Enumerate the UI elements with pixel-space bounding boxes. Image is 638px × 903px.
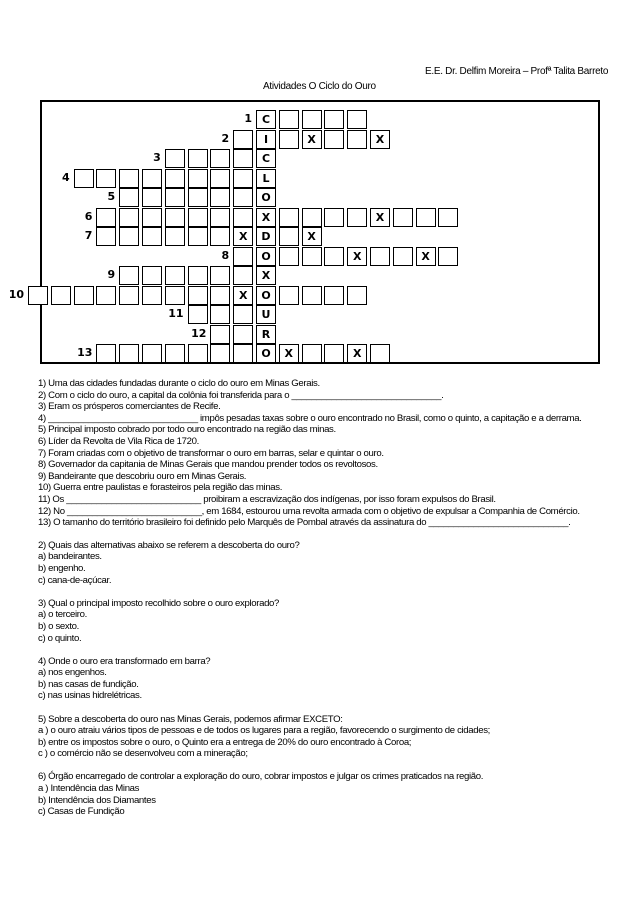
crossword-key-cell[interactable]: C xyxy=(256,110,276,129)
crossword-cell[interactable] xyxy=(165,149,185,168)
clue-line: 13) O tamanho do território brasileiro foi definido pelo Marquês de Pombal através da assinatura do ____________________________. xyxy=(38,517,571,529)
crossword-cell[interactable] xyxy=(210,286,230,305)
crossword-cell[interactable] xyxy=(96,169,116,188)
crossword-cell[interactable] xyxy=(279,130,299,149)
question-option: b) nas casas de fundição. xyxy=(38,678,139,690)
crossword-cell[interactable] xyxy=(210,325,230,344)
clue-number: 8 xyxy=(221,248,230,262)
crossword-frame xyxy=(8,100,600,364)
question-prompt: 3) Qual o principal imposto recolhido sobre o ouro explorado? xyxy=(38,597,280,609)
crossword-key-cell[interactable]: O xyxy=(256,188,276,207)
question-option: c) Casas de Fundição xyxy=(38,806,125,818)
crossword-cell[interactable] xyxy=(210,344,230,363)
clue-number: 4 xyxy=(61,170,70,184)
crossword-cell[interactable] xyxy=(233,247,253,266)
crossword-cell[interactable] xyxy=(96,344,116,363)
crossword-cell[interactable]: X xyxy=(370,130,390,149)
crossword-cell[interactable] xyxy=(370,247,390,266)
clue-number: 2 xyxy=(221,131,230,145)
crossword-cell[interactable] xyxy=(96,227,116,246)
crossword-cell[interactable] xyxy=(142,286,162,305)
crossword-cell[interactable] xyxy=(142,227,162,246)
school-header: E.E. Dr. Delfim Moreira – Profª Talita Barreto xyxy=(425,66,609,77)
crossword-cell[interactable] xyxy=(188,344,208,363)
crossword-cell[interactable] xyxy=(188,286,208,305)
crossword-cell[interactable] xyxy=(188,227,208,246)
crossword-cell[interactable] xyxy=(142,266,162,285)
crossword-cell[interactable] xyxy=(302,208,322,227)
crossword-key-cell[interactable]: R xyxy=(256,325,276,344)
crossword-cell[interactable] xyxy=(233,325,253,344)
question-option: b) o sexto. xyxy=(38,620,79,632)
question-option: b) entre os impostos sobre o ouro, o Quinto era a entrega de 20% do ouro encontrado à Coroa; xyxy=(38,736,412,748)
crossword-cell[interactable] xyxy=(74,286,94,305)
crossword-cell[interactable] xyxy=(233,169,253,188)
question-option: c) o quinto. xyxy=(38,632,82,644)
page-title: Atividades O Ciclo do Ouro xyxy=(263,81,376,92)
clue-line: 2) Com o ciclo do ouro, a capital da colônia foi transferida para o ______________________________. xyxy=(38,389,444,401)
crossword-cell[interactable] xyxy=(165,208,185,227)
crossword-cell[interactable] xyxy=(210,266,230,285)
crossword-cell[interactable] xyxy=(438,247,458,266)
crossword-cell[interactable] xyxy=(142,188,162,207)
crossword-cell[interactable] xyxy=(188,169,208,188)
crossword-cell[interactable] xyxy=(96,208,116,227)
crossword-key-cell[interactable]: C xyxy=(256,149,276,168)
clue-number: 6 xyxy=(84,209,93,223)
crossword-cell[interactable] xyxy=(188,149,208,168)
crossword-key-cell[interactable]: I xyxy=(256,130,276,149)
crossword-cell[interactable] xyxy=(302,286,322,305)
crossword-cell[interactable] xyxy=(233,188,253,207)
crossword-cell[interactable] xyxy=(165,344,185,363)
crossword-key-cell[interactable]: X xyxy=(256,266,276,285)
crossword-cell[interactable] xyxy=(28,286,48,305)
clue-number: 3 xyxy=(153,151,161,164)
crossword-cell[interactable] xyxy=(347,130,367,149)
crossword-cell[interactable] xyxy=(279,208,299,227)
crossword-key-cell[interactable]: X xyxy=(256,208,276,227)
crossword-cell[interactable] xyxy=(233,149,253,168)
question-prompt: 2) Quais das alternativas abaixo se referem a descoberta do ouro? xyxy=(38,539,300,551)
crossword-cell[interactable] xyxy=(210,227,230,246)
crossword-cell[interactable] xyxy=(119,266,139,285)
crossword-cell[interactable]: X xyxy=(416,247,436,266)
question-option: a) bandeirantes. xyxy=(38,551,102,563)
crossword-cell[interactable] xyxy=(370,344,390,363)
crossword-cell[interactable] xyxy=(347,110,367,129)
crossword-cell[interactable] xyxy=(324,208,344,227)
crossword-cell[interactable] xyxy=(119,344,139,363)
crossword-cell[interactable] xyxy=(210,149,230,168)
clue-line: 7) Foram criadas com o objetivo de transformar o ouro em barras, selar e quintar o ouro. xyxy=(38,447,384,459)
crossword-cell[interactable] xyxy=(165,266,185,285)
crossword-cell[interactable] xyxy=(302,247,322,266)
question-option: a ) Intendência das Minas xyxy=(38,783,140,794)
clue-line: 11) Os ___________________________ proibiram a escravização dos indígenas, por isso foram expulsos do Brasil. xyxy=(38,494,496,505)
crossword-cell[interactable] xyxy=(438,208,458,227)
question-prompt: 6) Órgão encarregado de controlar a exploração do ouro, cobrar impostos e julgar os crimes praticados na região. xyxy=(38,771,484,783)
crossword-cell[interactable] xyxy=(279,247,299,266)
crossword-cell[interactable] xyxy=(119,286,139,305)
crossword-cell[interactable] xyxy=(210,169,230,188)
question-option: a ) o ouro atraiu vários tipos de pessoas e de todos os lugares para a região, favorecendo o surgimento de cidades; xyxy=(38,725,490,737)
crossword-cell[interactable] xyxy=(210,188,230,207)
clue-line: 5) Principal imposto cobrado por todo ouro encontrado na região das minas. xyxy=(38,424,336,436)
clue-number: 9 xyxy=(107,268,116,281)
crossword-cell[interactable] xyxy=(393,208,413,227)
clue-number: 13 xyxy=(77,346,93,359)
crossword-cell[interactable] xyxy=(142,169,162,188)
crossword-cell[interactable]: X xyxy=(233,286,253,305)
crossword-cell[interactable] xyxy=(165,286,185,305)
clue-number: 11 xyxy=(168,307,184,320)
crossword-cell[interactable] xyxy=(324,130,344,149)
clue-number: 5 xyxy=(107,190,116,203)
crossword-cell[interactable] xyxy=(96,286,116,305)
crossword-cell[interactable] xyxy=(233,266,253,285)
crossword-cell[interactable] xyxy=(142,208,162,227)
crossword-cell[interactable] xyxy=(210,208,230,227)
crossword-cell[interactable] xyxy=(119,188,139,207)
crossword-cell[interactable]: X xyxy=(302,130,322,149)
crossword-cell[interactable] xyxy=(324,110,344,129)
crossword-key-cell[interactable]: O xyxy=(256,286,276,305)
clue-line: 4) ______________________________ impôs pesadas taxas sobre o ouro encontrado no Brasil, como o quinto, a capitação e a derrama. xyxy=(38,412,582,424)
crossword-cell[interactable] xyxy=(347,208,367,227)
clue-number: 1 xyxy=(244,112,252,125)
clue-line: 12) No ___________________________, em 1684, estourou uma revolta armada com o objetivo de expulsar a Companhia de Comércio. xyxy=(38,505,580,517)
crossword-cell[interactable] xyxy=(51,286,71,305)
crossword-cell[interactable] xyxy=(233,305,253,324)
clue-line: 10) Guerra entre paulistas e forasteiros pela região das minas. xyxy=(38,482,283,494)
crossword-cell[interactable] xyxy=(416,208,436,227)
crossword-cell[interactable] xyxy=(119,227,139,246)
crossword-key-cell[interactable]: O xyxy=(256,247,276,266)
clue-number: 12 xyxy=(191,326,207,340)
crossword-cell[interactable] xyxy=(324,286,344,305)
crossword-cell[interactable]: X xyxy=(233,227,253,246)
crossword-cell[interactable] xyxy=(188,305,208,324)
crossword-cell[interactable] xyxy=(324,344,344,363)
question-option: c) nas usinas hidrelétricas. xyxy=(38,690,142,702)
clue-line: 6) Líder da Revolta de Vila Rica de 1720. xyxy=(38,436,199,447)
crossword-key-cell[interactable]: L xyxy=(256,169,276,188)
crossword-cell[interactable] xyxy=(233,130,253,149)
crossword-cell[interactable] xyxy=(279,110,299,129)
crossword-cell[interactable] xyxy=(393,247,413,266)
crossword-cell[interactable] xyxy=(142,344,162,363)
crossword-cell[interactable] xyxy=(165,227,185,246)
question-option: b) engenho. xyxy=(38,563,86,574)
crossword-cell[interactable] xyxy=(74,169,94,188)
crossword-cell[interactable] xyxy=(188,188,208,207)
crossword-cell[interactable]: X xyxy=(279,344,299,363)
crossword-cell[interactable] xyxy=(188,266,208,285)
crossword-cell[interactable] xyxy=(233,208,253,227)
clue-number: 7 xyxy=(84,229,93,242)
question-option: b) Intendência dos Diamantes xyxy=(38,794,156,806)
crossword-cell[interactable] xyxy=(210,305,230,324)
crossword-cell[interactable] xyxy=(165,188,185,207)
clue-line: 8) Governador da capitania de Minas Gerais que mandou prender todos os revoltosos. xyxy=(38,459,378,471)
crossword-cell[interactable] xyxy=(324,247,344,266)
crossword-cell[interactable] xyxy=(347,286,367,305)
question-option: a) nos engenhos. xyxy=(38,667,107,679)
crossword-cell[interactable]: X xyxy=(347,344,367,363)
crossword-cell[interactable] xyxy=(119,169,139,188)
question-option: c ) o comércio não se desenvolveu com a mineração; xyxy=(38,748,248,760)
clue-line: 1) Uma das cidades fundadas durante o ciclo do ouro em Minas Gerais. xyxy=(38,378,320,389)
crossword-cell[interactable] xyxy=(279,286,299,305)
question-option: c) cana-de-açúcar. xyxy=(38,574,112,586)
crossword-key-cell[interactable]: U xyxy=(256,305,276,324)
crossword-cell[interactable] xyxy=(279,227,299,246)
clue-number: 10 xyxy=(8,287,24,301)
question-prompt: 5) Sobre a descoberta do ouro nas Minas Gerais, podemos afirmar EXCETO: xyxy=(38,713,343,725)
crossword-cell[interactable]: X xyxy=(347,247,367,266)
crossword-key-cell[interactable]: O xyxy=(256,344,276,363)
question-option: a) o terceiro. xyxy=(38,609,87,621)
crossword-cell[interactable] xyxy=(302,110,322,129)
crossword-cell[interactable] xyxy=(188,208,208,227)
crossword-key-cell[interactable]: D xyxy=(256,227,276,246)
crossword-cell[interactable] xyxy=(233,344,253,363)
crossword-cell[interactable]: X xyxy=(302,227,322,246)
crossword-cell[interactable]: X xyxy=(370,208,390,227)
crossword-cell[interactable] xyxy=(165,169,185,188)
clue-line: 9) Bandeirante que descobriu ouro em Minas Gerais. xyxy=(38,470,247,482)
crossword-cell[interactable] xyxy=(302,344,322,363)
question-prompt: 4) Onde o ouro era transformado em barra? xyxy=(38,655,211,667)
clue-line: 3) Eram os prósperos comerciantes de Recife. xyxy=(38,401,221,413)
crossword-cell[interactable] xyxy=(119,208,139,227)
